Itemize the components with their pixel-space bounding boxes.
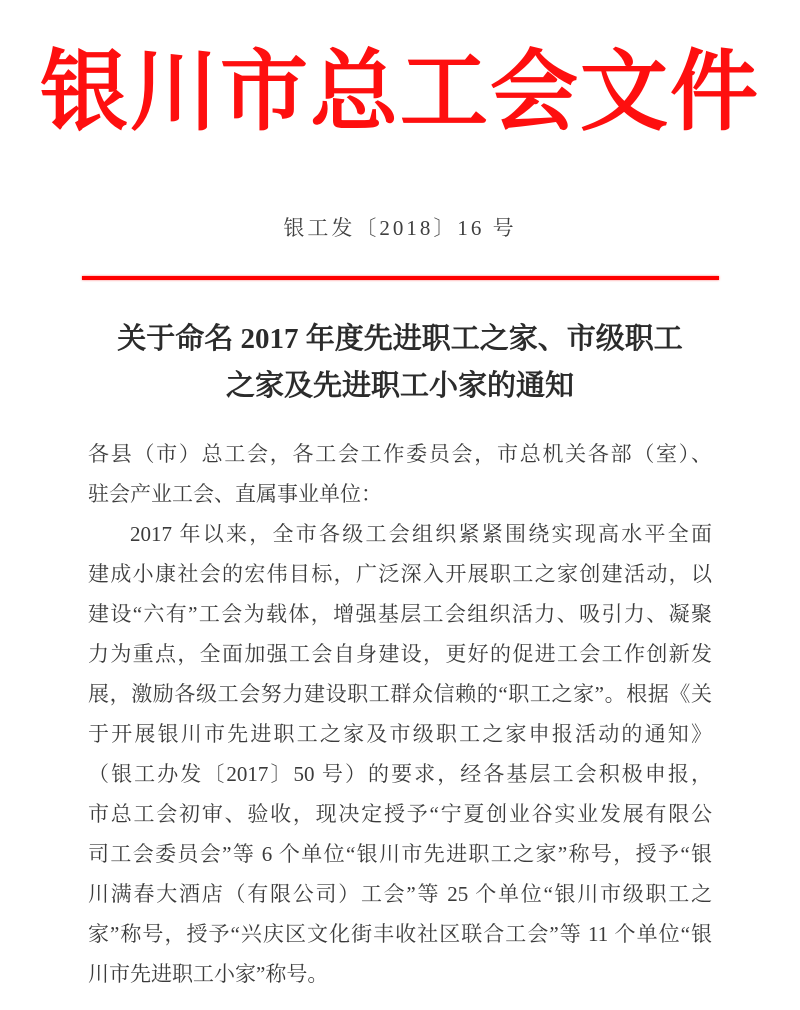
body-line: 建设“六有”工会为载体，增强基层工会组织活力、吸引力、凝聚 — [88, 601, 712, 626]
masthead-title: 银川市总工会文件 — [39, 45, 760, 142]
body-line: 力为重点，全面加强工会自身建设，更好的促进工会工作创新发 — [88, 641, 712, 666]
document-title-line1: 关于命名 2017 年度先进职工之家、市级职工 — [117, 322, 683, 355]
body-line: 川满春大酒店（有限公司）工会”等 25 个单位“银川市级职工之 — [88, 881, 712, 906]
document-body — [0, 434, 800, 994]
body-line: 川市先进职工小家”称号。 — [88, 961, 329, 986]
salutation-line: 各县（市）总工会，各工会工作委员会，市总机关各部（室）、 — [88, 441, 712, 466]
document-title — [0, 316, 800, 410]
body-line: 家”称号，授予“兴庆区文化街丰收社区联合工会”等 11 个单位“银 — [88, 921, 712, 946]
body-line: 市总工会初审、验收，现决定授予“宁夏创业谷实业发展有限公 — [88, 801, 712, 826]
salutation-line: 驻会产业工会、直属事业单位： — [88, 481, 382, 506]
document-title-line2: 之家及先进职工小家的通知 — [225, 369, 574, 402]
document-number: 银工发〔2018〕16 号 — [283, 215, 517, 240]
body-line: 2017 年以来，全市各级工会组织紧紧围绕实现高水平全面 — [130, 521, 712, 546]
body-line: （银工办发〔2017〕50 号）的要求，经各基层工会积极申报， — [88, 761, 712, 786]
body-line: 建成小康社会的宏伟目标，广泛深入开展职工之家创建活动，以 — [88, 561, 712, 586]
red-divider-line — [82, 276, 719, 280]
body-line: 司工会委员会”等 6 个单位“银川市先进职工之家”称号，授予“银 — [88, 841, 712, 866]
body-line: 于开展银川市先进职工之家及市级职工之家申报活动的通知》 — [88, 721, 712, 746]
body-line: 展，激励各级工会努力建设职工群众信赖的“职工之家”。根据《关 — [88, 681, 712, 706]
